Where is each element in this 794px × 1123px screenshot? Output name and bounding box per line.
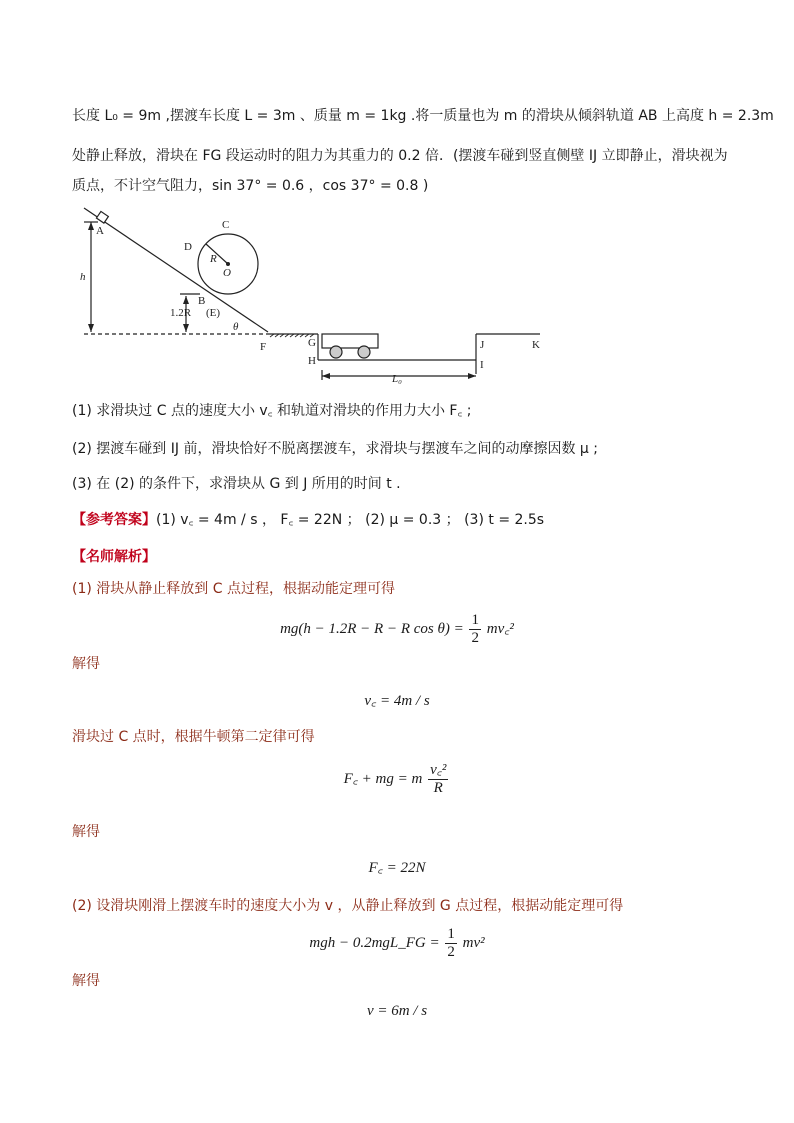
label-L0: L₀ [392,373,402,384]
label-O: O [223,267,231,279]
label-D: D [184,241,192,253]
label-theta: θ [233,321,239,333]
slider-block [96,211,108,223]
problem-line-1: 长度 L₀ = 9m ,摆渡车长度 L = 3m 、质量 m = 1kg .将一质量也为 m 的滑块从倾斜轨道 AB 上高度 h = 2.3m [72,108,774,124]
equation-2: v꜀ = 4m / s [364,693,430,709]
question-2: (2) 摆渡车碰到 IJ 前，滑块恰好不脱离摆渡车，求滑块与摆渡车之间的动摩擦因数 μ ; [72,441,598,457]
eq5-left: mgh − 0.2mgL_FG = [309,934,440,951]
label-1-2R: 1.2R [170,307,192,319]
label-E: (E) [206,307,221,319]
solve-label-1: 解得 [72,656,100,672]
eq3-den: R [433,780,443,796]
analysis-step-2: 滑块过 C 点时，根据牛顿第二定律可得 [72,729,315,745]
label-C: C [222,219,230,231]
eq5-den: 2 [447,944,455,960]
label-K: K [532,339,540,351]
answer-tag: 【参考答案】 [72,512,156,528]
eq3-num: v꜀² [430,762,447,778]
eq1-den: 2 [471,630,479,646]
label-G: G [308,337,316,349]
equation-1 [0,612,794,647]
problem-line-2: 处静止释放，滑块在 FG 段运动时的阻力为其重力的 0.2 倍．(摆渡车碰到竖直侧壁 IJ 立即静止，滑块视为 [72,148,728,164]
question-3: (3) 在 (2) 的条件下，求滑块从 G 到 J 所用的时间 t . [72,476,401,492]
answer-text: (1) v꜀ = 4m / s ， F꜀ = 22N ； (2) μ = 0.3 ； (3) t = 2.5s [156,512,545,528]
reference-answer [72,510,544,530]
eq1-num: 1 [471,612,479,628]
equation-4: F꜀ = 22N [368,860,426,876]
label-B: B [198,295,206,307]
eq1-left: mg(h − 1.2R − R − R cos θ) = [280,620,464,637]
label-A: A [96,225,104,237]
eq1-right: mv꜀² [486,620,514,637]
equation-5 [0,926,794,961]
label-F: F [260,341,267,353]
wheel-icon [358,346,370,358]
question-1: (1) 求滑块过 C 点的速度大小 v꜀ 和轨道对滑块的作用力大小 F꜀ ; [72,403,472,419]
equation-6: v = 6m / s [366,1003,428,1019]
analysis-tag: 【名师解析】 [72,549,156,565]
solve-label-3: 解得 [72,973,100,989]
label-J: J [480,339,485,351]
eq3-left: F꜀ + mg = m [343,770,423,787]
analysis-step-1: (1) 滑块从静止释放到 C 点过程，根据动能定理可得 [72,581,395,597]
solve-label-2: 解得 [72,824,100,840]
label-h: h [80,271,86,283]
equation-3 [0,762,794,797]
ferry-car [322,334,378,348]
problem-line-3: 质点，不计空气阻力，sin 37° = 0.6 ，cos 37° = 0.8 ) [72,178,429,194]
label-H: H [308,355,316,367]
label-I: I [480,359,484,371]
track-diagram [72,204,572,384]
eq5-num: 1 [447,926,455,942]
wheel-icon [330,346,342,358]
label-R: R [210,253,217,265]
eq5-right: mv² [462,934,485,951]
analysis-step-3: (2) 设滑块刚滑上摆渡车时的速度大小为 v ，从静止释放到 G 点过程，根据动能定理可得 [72,898,624,914]
